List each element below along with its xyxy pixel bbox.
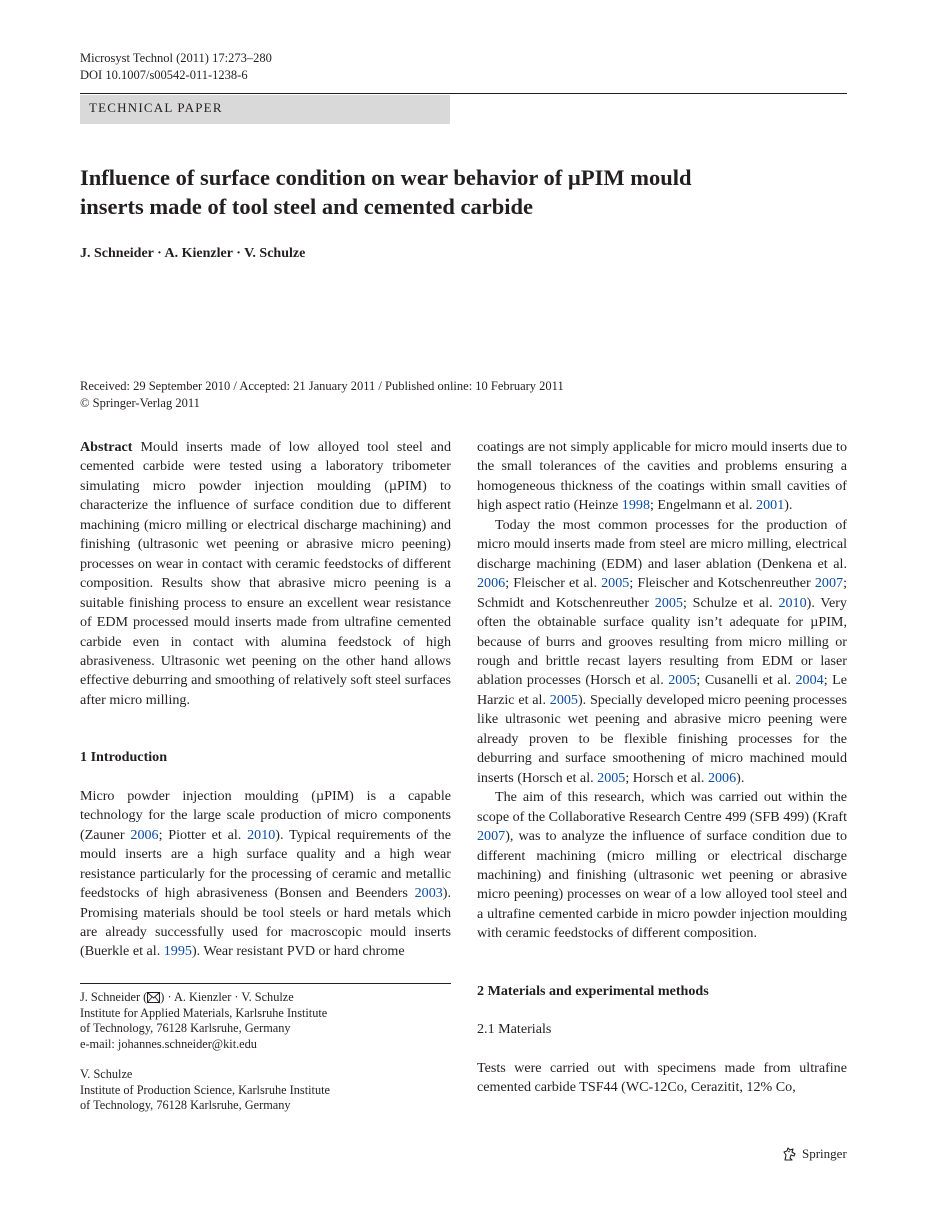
affiliation-line: Institute for Applied Materials, Karlsruhe Institute [80,1005,328,1020]
spacer [80,710,451,748]
author-name: V. Schulze [80,1067,133,1081]
authors: J. Schneider · A. Kienzler · V. Schulze [80,246,306,261]
citation-link[interactable]: 2001 [756,497,785,514]
author-affiliation-2 [80,1067,451,1114]
section-label: TECHNICAL PAPER [80,95,450,124]
title-line-2: inserts made of tool steel and cemented carbide [80,194,534,219]
abstract-label: Abstract [80,439,133,455]
intro-paragraph-1: Micro powder injection moulding (µPIM) is a capable technology for the large scale production of micro components (Zauner 2006; Piotter et al. 2010). Typical requirements of the mould inserts are a high surface quality and a high wear resistance particularly for the processing of ceramic and metallic feedstocks of high abrasiveness (Bonsen and Beenders 2003). Promising materials should be tool steels or hard metals which are already successfully used for macroscopic mould inserts (Buerkle et al. 1995). Wear resistant PVD or hard chrome [80,787,451,960]
citation-link[interactable]: 2010 [247,826,276,843]
citation-link[interactable]: 2005 [668,672,697,689]
corresponding-author: J. Schneider ( ) · A. Kienzler · V. Schulze [80,990,294,1004]
citation-link[interactable]: 2007 [814,575,844,592]
abstract-text: Mould inserts made of low alloyed tool steel and cemented carbide were tested using a laboratory tribometer simulating micro powder injection moulding (µPIM) to characterize the influence of surface condition due to different machining (micro milling or electrical discharge machining) and finishing (ultrasonic wet peening or abrasive micro peening) processes on wear in contact with ceramic feedstocks of different composition. Results show that abrasive micro peening is a suitable finishing process to ensure an excellent wear resistance of EDM processed mould inserts made from ultrafine cemented carbide even in contact with alumina feedstock of high abrasiveness. Ultrasonic wet peening on the other hand allows effective deburring and smoothing of relatively soft steel surfaces after micro milling. [80,439,451,708]
affiliation-line: of Technology, 76128 Karlsruhe, Germany [80,1098,291,1113]
title-line-1: Influence of surface condition on wear behavior of µPIM mould [80,165,692,190]
author-affiliation-1 [80,990,451,1052]
citation-link[interactable]: 2010 [778,594,807,611]
paper-title [80,163,847,221]
intro-paragraph-1-continued: coatings are not simply applicable for micro mould inserts due to the small tolerances of the cavities and problems ensuring a homogeneous thickness of the coatings within small cavities of high aspect ratio (Heinze 1998; Engelmann et al. 2001). [477,439,847,514]
citation-link[interactable]: 2006 [477,575,506,592]
journal-citation: Microsyst Technol (2011) 17:273–280 [80,51,272,65]
dates-line: Received: 29 September 2010 / Accepted: 21 January 2011 / Published online: 10 February 2011 [80,379,564,393]
spacer [477,1001,847,1020]
spacer [477,1040,847,1059]
header-rule [80,93,847,94]
publication-dates [80,378,564,412]
journal-header [80,50,272,84]
affiliation-line: of Technology, 76128 Karlsruhe, Germany [80,1021,291,1036]
citation-link[interactable]: 2006 [130,826,159,843]
author-email[interactable]: e-mail: johannes.schneider@kit.edu [80,1036,257,1051]
citation-link[interactable]: 2005 [549,691,578,708]
springer-horse-icon [782,1146,798,1162]
affiliation-line: Institute of Production Science, Karlsruhe Institute [80,1082,330,1097]
footnote-rule [80,983,451,984]
citation-link[interactable]: 2004 [795,672,824,689]
envelope-icon [147,992,160,1003]
publisher-logo [782,1146,847,1162]
right-column [477,438,847,1098]
section-heading-materials: 2 Materials and experimental methods [477,982,709,999]
section-heading-introduction: 1 Introduction [80,749,168,766]
intro-paragraph-2: Today the most common processes for the production of micro mould inserts made from steel are micro milling, electrical discharge machining (EDM) and laser ablation (Denkena et al. 2006; Fleischer et al. 2005; Fleischer and Kotschenreuther 2007; Schmidt and Kotschenreuther 2005; Schulze et al. 2010). Very often the obtainable surface quality isn’t adequate for µPIM, because of burrs and grooves resulting from micro milling or rough and brittle recast layers resulting from EDM or laser ablation processes (Horsch et al. 2005; Cusanelli et al. 2004; Le Harzic et al. 2005). Specially developed micro peening processes like ultrasonic wet peening and abrasive micro peening were already proven to be flexible finishing processes for the deburring and surface smoothening of micro machined mould inserts (Horsch et al. 2005; Horsch et al. 2006). [477,516,847,786]
citation-link[interactable]: 2005 [597,769,626,786]
publisher-name: Springer [802,1146,847,1161]
doi: DOI 10.1007/s00542-011-1238-6 [80,68,248,82]
citation-link[interactable]: 2003 [414,885,443,902]
subsection-heading-materials: 2.1 Materials [477,1021,552,1038]
left-column [80,438,451,962]
citation-link[interactable]: 2006 [707,769,737,786]
citation-link[interactable]: 2005 [654,594,683,611]
citation-link[interactable]: 2005 [601,575,630,592]
citation-link[interactable]: 1998 [621,497,650,514]
intro-paragraph-3: The aim of this research, which was carried out within the scope of the Collaborative Research Centre 499 (SFB 499) (Kraft 2007), was to analyze the influence of surface condition due to different machining (micro milling or electrical discharge machining) and finishing (ultrasonic wet peening or abrasive micro peening) processes on wear of a low alloyed tool steel and a ultrafine cemented carbide in micro powder injection moulding with ceramic feedstocks of different composition. [477,789,847,942]
spacer [80,768,451,787]
citation-link[interactable]: 2007 [477,828,506,845]
citation-link[interactable]: 1995 [163,943,192,960]
copyright: © Springer-Verlag 2011 [80,396,200,410]
materials-paragraph: Tests were carried out with specimens made from ultrafine cemented carbide TSF44 (WC-12Co, Cerazitit, 12% Co, [477,1059,847,1096]
spacer [477,944,847,982]
abstract [80,438,451,710]
